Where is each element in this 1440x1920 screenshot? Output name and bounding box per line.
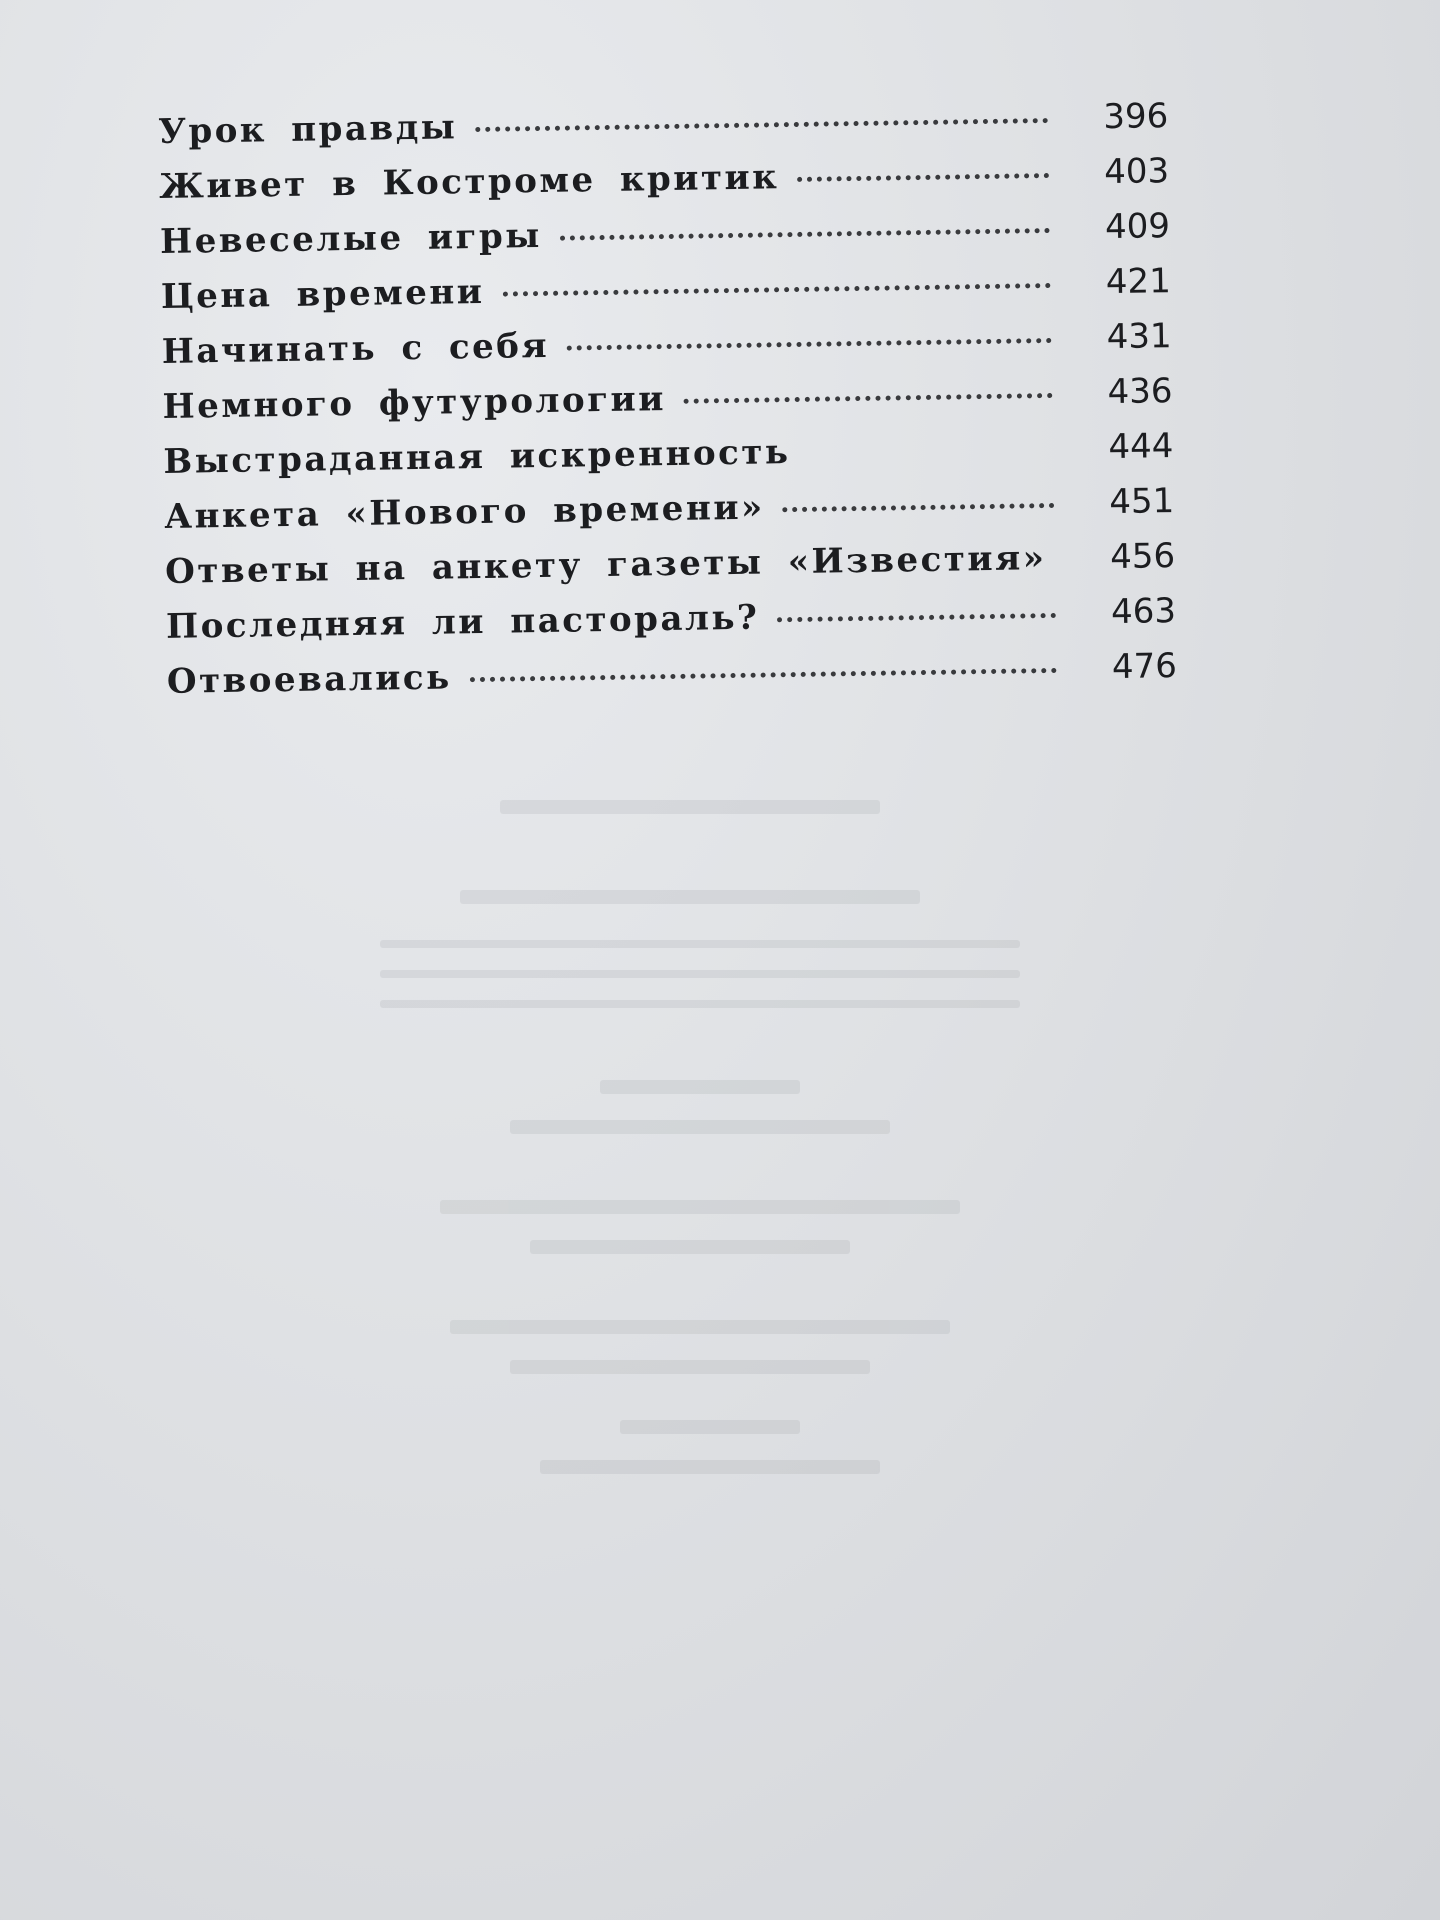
dot-leader: [777, 613, 1056, 622]
toc-entry-title: Невеселые игры: [159, 215, 543, 262]
toc-entry-title: Выстраданная искренность: [163, 432, 791, 482]
toc-entry-title: Живет в Костроме критик: [158, 157, 780, 207]
dot-leader: [797, 173, 1049, 182]
toc-entry-page: 436: [1107, 371, 1173, 413]
toc-entry-title: Цена времени: [160, 271, 485, 317]
toc-entry-page: 456: [1109, 536, 1176, 578]
dot-leader: [567, 338, 1052, 351]
reverse-side-show-through: [380, 780, 1060, 1480]
toc-entry-title: Анкета «Нового времени»: [164, 487, 766, 537]
dot-leader: [808, 448, 1053, 457]
toc-entry-title: Начинать с себя: [161, 325, 550, 372]
dot-leader: [502, 283, 1050, 297]
toc-entry-page: 451: [1109, 481, 1175, 523]
table-of-contents: [158, 96, 1177, 717]
dot-leader: [684, 393, 1053, 404]
toc-entry-page: 431: [1106, 316, 1172, 358]
toc-entry-page: 409: [1104, 206, 1171, 248]
dot-leader: [475, 118, 1048, 132]
toc-entry-page: 476: [1111, 646, 1178, 688]
toc-entry-page: 463: [1110, 591, 1177, 633]
dot-leader: [783, 503, 1055, 512]
toc-entry-page: 403: [1103, 151, 1170, 193]
toc-entry-page: 444: [1108, 426, 1174, 468]
toc-entry-title: Немного футурологии: [162, 379, 667, 427]
dot-leader: [470, 668, 1057, 682]
toc-entry-page: 421: [1105, 261, 1172, 303]
toc-entry-title: Ответы на анкету газеты «Известия»: [164, 538, 1047, 592]
toc-entry-title: Урок правды: [158, 107, 458, 152]
toc-entry-page: 396: [1102, 96, 1169, 138]
dot-leader: [560, 228, 1050, 241]
toc-entry-title: Отвоевались: [166, 657, 452, 702]
toc-entry-title: Последняя ли пастораль?: [165, 597, 760, 647]
